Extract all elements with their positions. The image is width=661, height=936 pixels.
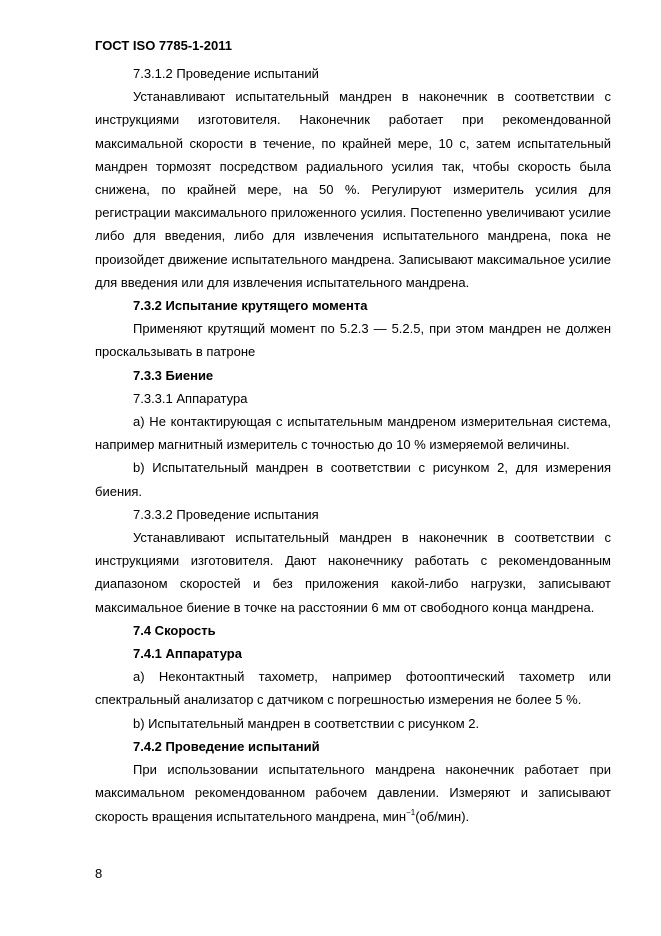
- paragraph-s732-text: Применяют крутящий момент по 5.2.3 — 5.2.5, при этом мандрен не должен проскальзывать в патроне: [95, 321, 611, 360]
- paragraph-s741-a: a) Неконтактный тахометр, например фотооптический тахометр или спектральный анализатор с датчиком с погрешностью измерения не более 5 %.: [95, 669, 611, 708]
- page-number: 8: [95, 866, 103, 881]
- paragraph-s741-b: b) Испытательный мандрен в соответствии с рисунком 2.: [133, 715, 480, 731]
- paragraph-s7312-title: 7.3.1.2 Проведение испытаний: [133, 66, 319, 81]
- paragraph-s733-title: 7.3.3 Биение: [133, 367, 214, 383]
- paragraph-s7332-title: 7.3.3.2 Проведение испытания: [133, 506, 319, 522]
- paragraph-s7331-a: a) Не контактирующая с испытательным мандреном измерительная система, например магнитный измеритель с точностью до 10 % измеряемой величины.: [95, 414, 611, 453]
- last-paragraph-text: При использовании испытательного мандрена наконечник работает при максимальном рекомендованном рабочем давлении. Измеряют и записывают скорость вращения испытательного мандрена, мин: [95, 762, 611, 824]
- paragraph-s7331-title: 7.3.3.1 Аппаратура: [133, 390, 248, 406]
- paragraph-s741-title: 7.4.1 Аппаратура: [133, 646, 242, 662]
- paragraph-s742-title: 7.4.2 Проведение испытаний: [133, 738, 320, 754]
- unit-superscript: −1: [406, 807, 416, 817]
- paragraph-s7331-b: b) Испытательный мандрен в соответствии с рисунком 2, для измерения биения.: [95, 460, 611, 499]
- paragraph-s7312-text: Устанавливают испытательный мандрен в наконечник в соответствии с инструкциями изготовителя. Наконечник работает при рекомендованной максимальной скорости в течение, по крайней мере, 10 с, затем испытательный мандрен тормозят посредством радиального усилия так, чтобы скорость была снижена, по крайней мере, на 50 %. Регулируют измеритель усилия для регистрации максимального приложенного усилия. Постепенно увеличивают усилие либо для введения, либо для извлечения испытательного мандрена, пока не произойдет движение испытательного мандрена. Записывают максимальное усилие для введения или для извлечения испытательного мандрена.: [95, 89, 611, 290]
- document-header: ГОСТ ISO 7785-1-2011: [95, 38, 232, 53]
- last-paragraph: [95, 758, 611, 828]
- paragraph-s732-title: 7.3.2 Испытание крутящего момента: [133, 298, 368, 314]
- last-paragraph-tail: (об/мин).: [415, 808, 470, 824]
- document-body: [95, 62, 611, 828]
- paragraph-s7332-text: Устанавливают испытательный мандрен в наконечник в соответствии с инструкциями изготовителя. Дают наконечнику работать с рекомендованным диапазоном скоростей и без приложения какой-либо нагрузки, записывают максимальное биение в точке на расстоянии 6 мм от свободного конца мандрена.: [95, 530, 611, 615]
- paragraph-s74-title: 7.4 Скорость: [133, 622, 216, 638]
